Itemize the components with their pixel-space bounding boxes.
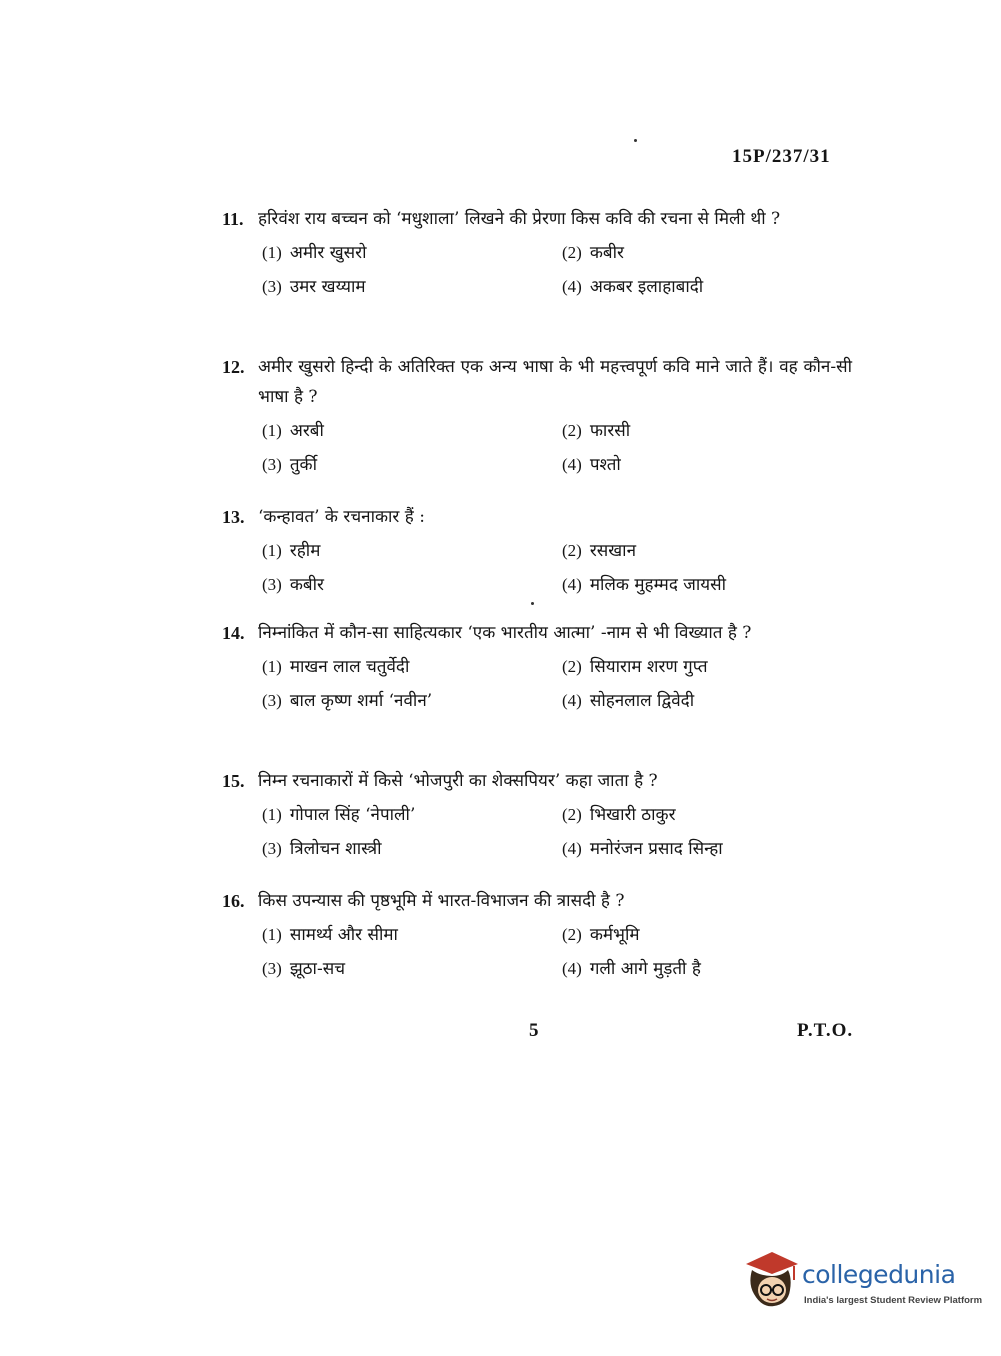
question-14 (222, 618, 852, 716)
option-1: (1) माखन लाल चतुर्वेदी (262, 657, 410, 677)
question-11 (222, 204, 852, 302)
mascot-icon (742, 1250, 800, 1312)
question-text: अमीर खुसरो हिन्दी के अतिरिक्त एक अन्य भाषा के भी महत्त्वपूर्ण कवि माने जाते हैं। वह कौन-सी भाषा है ? (258, 357, 852, 407)
question-number: 16. (222, 891, 245, 911)
paper-code: 15P/237/31 (732, 146, 831, 167)
option-2: (2) भिखारी ठाकुर (562, 805, 676, 825)
options-grid (262, 652, 852, 716)
scan-speck (531, 602, 534, 605)
option-1: (1) अमीर खुसरो (262, 243, 367, 263)
question-number: 12. (222, 357, 245, 377)
option-3: (3) कबीर (262, 575, 324, 595)
watermark-logo (742, 1250, 983, 1320)
scan-speck (634, 139, 637, 142)
option-3: (3) झूठा-सच (262, 959, 345, 979)
option-1: (1) अरबी (262, 421, 324, 441)
options-grid (262, 416, 852, 480)
option-3: (3) बाल कृष्ण शर्मा ‘नवीन’ (262, 691, 433, 711)
question-text: हरिवंश राय बच्चन को ‘मधुशाला’ लिखने की प्रेरणा किस कवि की रचना से मिली थी ? (258, 209, 781, 229)
option-4: (4) अकबर इलाहाबादी (562, 277, 704, 297)
page-number: 5 (529, 1020, 539, 1041)
option-3: (3) तुर्की (262, 455, 317, 475)
option-4: (4) पश्तो (562, 455, 621, 475)
question-number: 15. (222, 771, 245, 791)
option-2: (2) कबीर (562, 243, 624, 263)
options-grid (262, 800, 852, 864)
question-12 (222, 352, 852, 480)
pto-label: P.T.O. (797, 1020, 854, 1041)
option-1: (1) सामर्थ्य और सीमा (262, 925, 398, 945)
option-2: (2) कर्मभूमि (562, 925, 640, 945)
question-text: किस उपन्यास की पृष्ठभूमि में भारत-विभाजन की त्रासदी है ? (258, 891, 625, 911)
option-4: (4) सोहनलाल द्विवेदी (562, 691, 695, 711)
question-13 (222, 502, 852, 600)
brand-tagline: India's largest Student Review Platform (804, 1295, 983, 1306)
brand-name: collegedunia (802, 1260, 956, 1289)
option-1: (1) गोपाल सिंह ‘नेपाली’ (262, 805, 416, 825)
question-number: 14. (222, 623, 245, 643)
options-grid (262, 536, 852, 600)
options-grid (262, 238, 852, 302)
option-3: (3) त्रिलोचन शास्त्री (262, 839, 382, 859)
option-1: (1) रहीम (262, 541, 321, 561)
question-16 (222, 886, 852, 984)
option-4: (4) गली आगे मुड़ती है (562, 959, 701, 979)
option-2: (2) रसखान (562, 541, 637, 561)
option-4: (4) मनोरंजन प्रसाद सिन्हा (562, 839, 723, 859)
option-4: (4) मलिक मुहम्मद जायसी (562, 575, 727, 595)
options-grid (262, 920, 852, 984)
question-text: निम्न रचनाकारों में किसे ‘भोजपुरी का शेक्सपियर’ कहा जाता है ? (258, 771, 658, 791)
option-2: (2) सियाराम शरण गुप्त (562, 657, 708, 677)
question-text: ‘कन्हावत’ के रचनाकार हैं : (258, 507, 425, 527)
question-text: निम्नांकित में कौन-सा साहित्यकार ‘एक भारतीय आत्मा’ -नाम से भी विख्यात है ? (258, 623, 752, 643)
question-15 (222, 766, 852, 864)
option-2: (2) फारसी (562, 421, 631, 441)
question-number: 13. (222, 507, 245, 527)
option-3: (3) उमर खय्याम (262, 277, 366, 297)
question-number: 11. (222, 209, 244, 229)
